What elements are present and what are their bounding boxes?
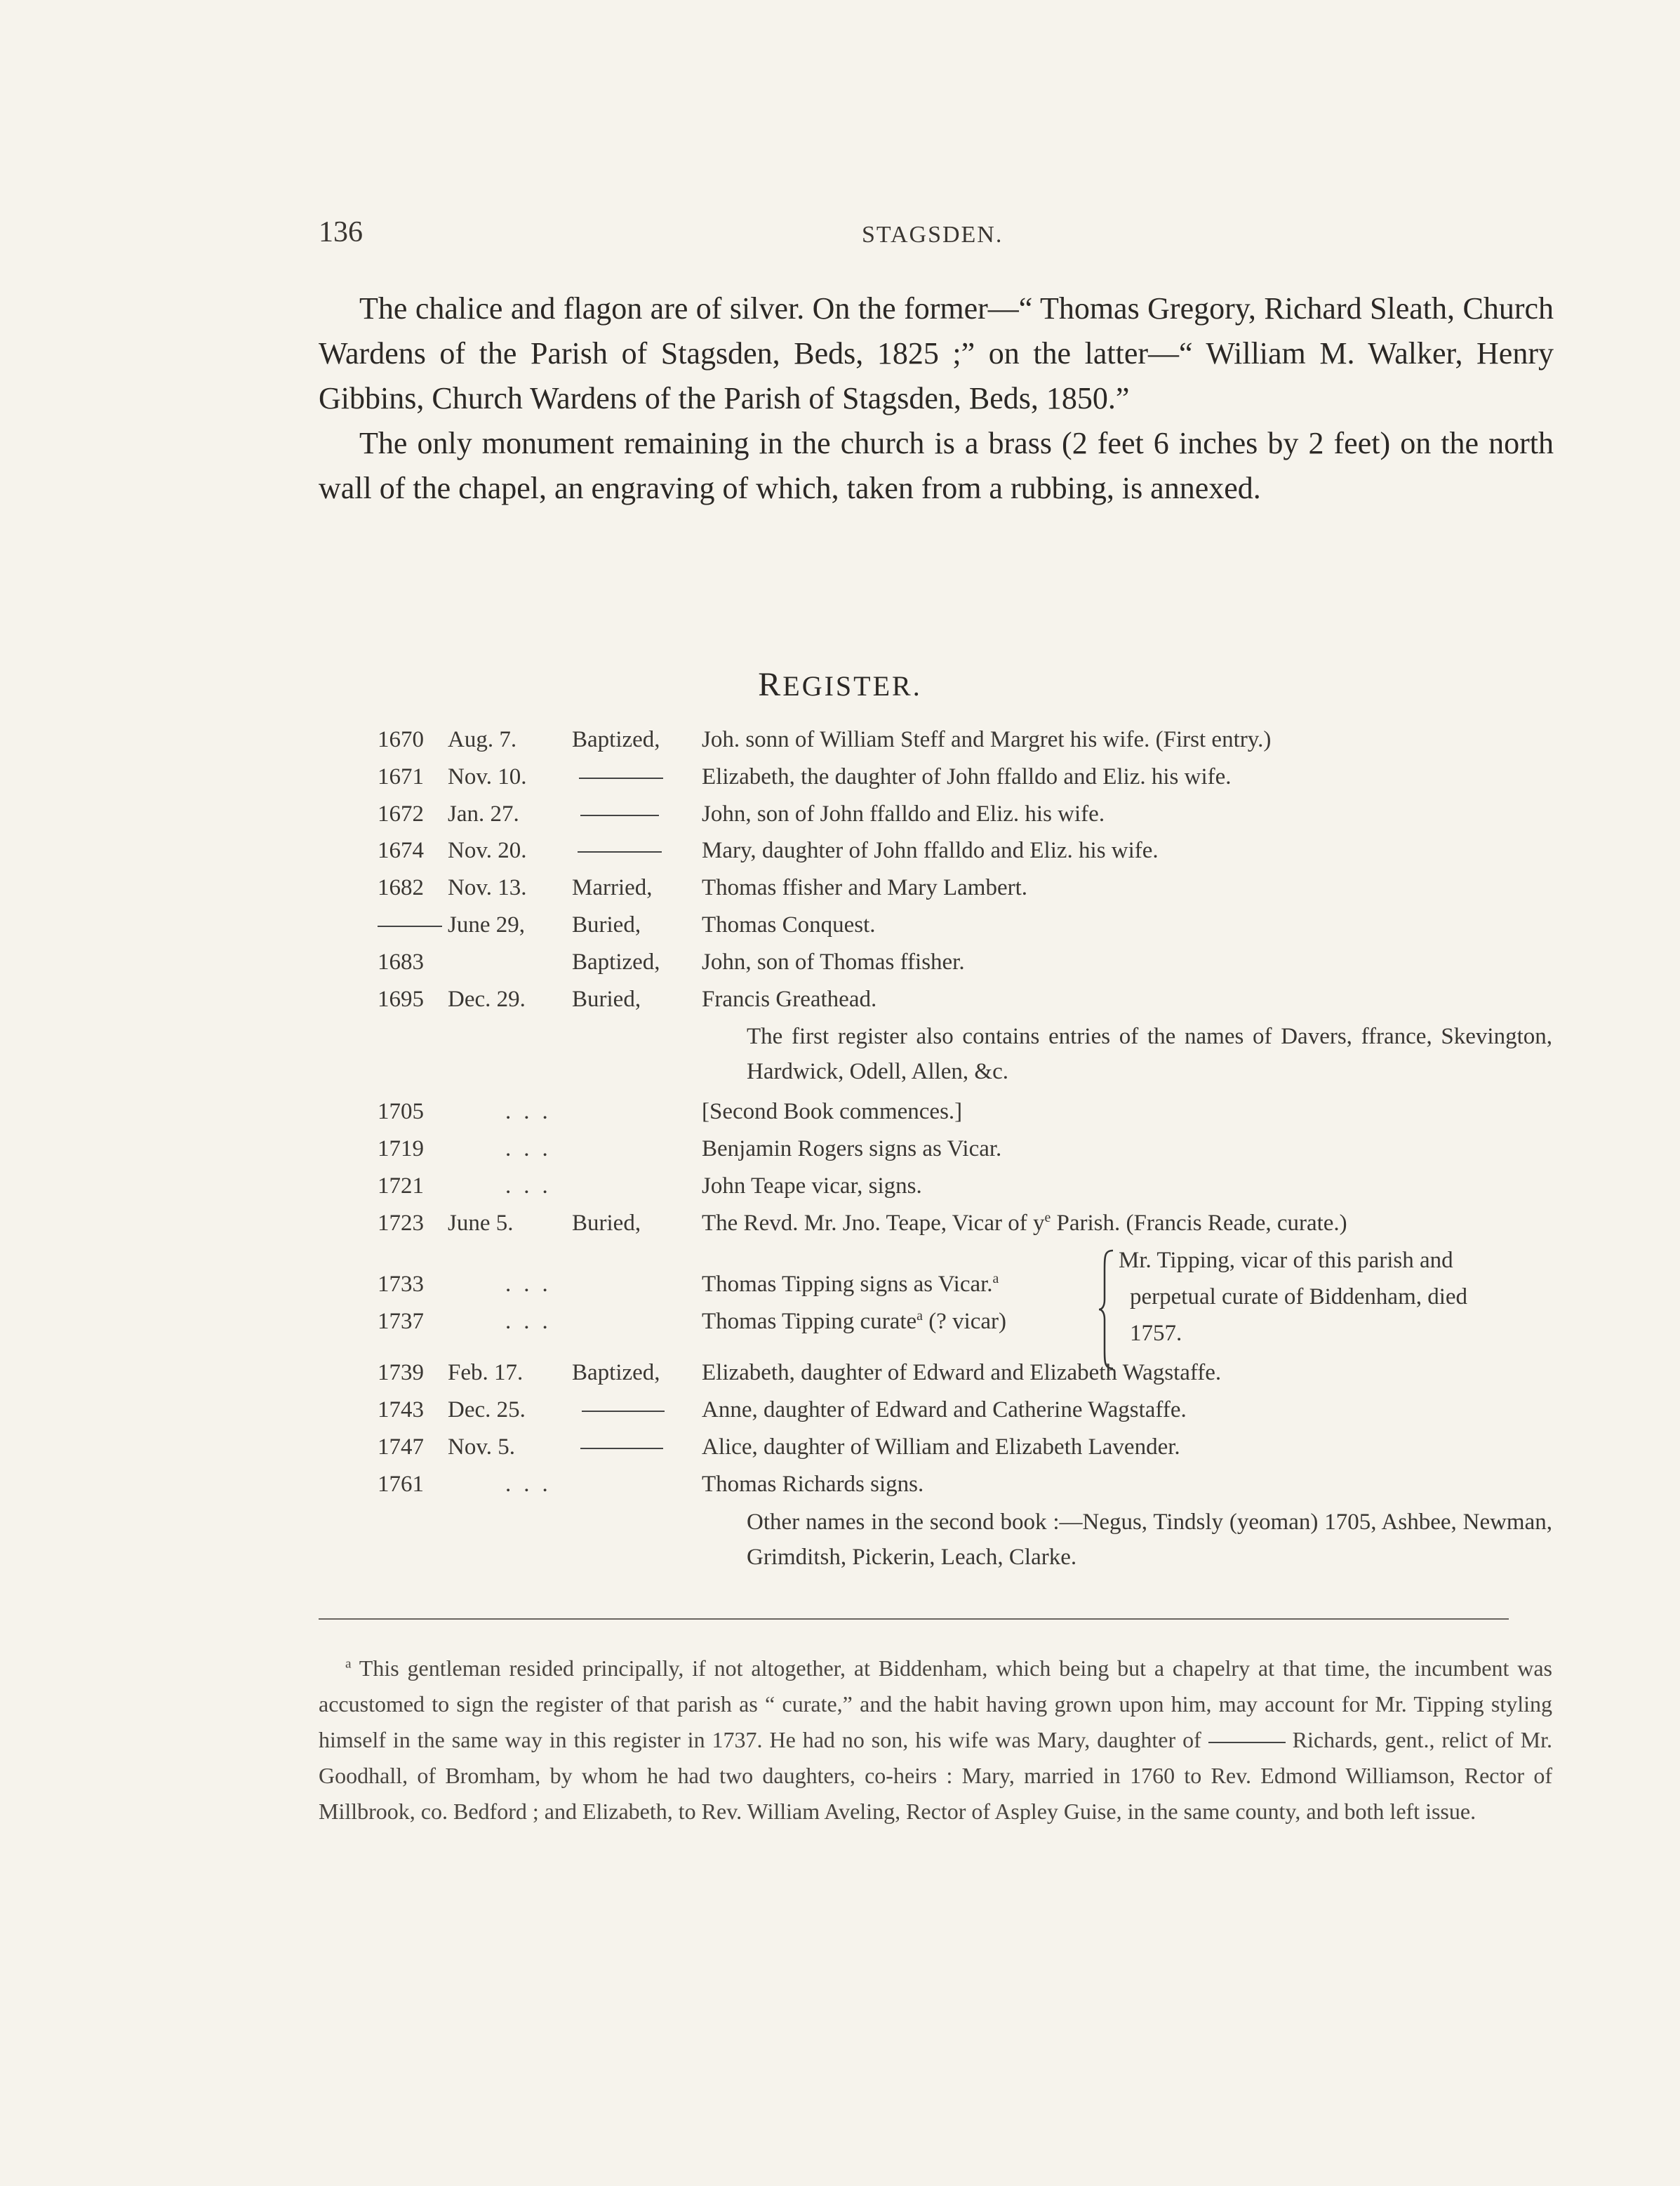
prose-block [319,286,1554,511]
entry-year: 1733 [378,1272,424,1297]
entry-text: Thomas ffisher and Mary Lambert. [702,875,1027,900]
entry-text: John, son of Thomas ffisher. [702,949,965,975]
ditto-dash [572,837,662,865]
entry-year: 1723 [378,1211,424,1236]
entry-dots [505,1135,561,1163]
entry-date: Dec. 29. [448,987,526,1012]
dots: ... [505,1309,561,1334]
entry-text: [Second Book commences.] [702,1099,963,1124]
entry-date: Dec. 25. [448,1397,526,1422]
paragraph-monument: The only monument remaining in the church is a brass (2 feet 6 inches by 2 feet) on the north wall of the chapel, an engraving of which, taken from a rubbing, is annexed. [319,426,1554,505]
entry-date: Jan. 27. [448,801,519,827]
entry-act: Baptized, [572,949,660,975]
entry-text-after: Parish. (Francis Reade, curate.) [1051,1211,1347,1236]
entry-act: Married, [572,875,653,900]
entry-date: Nov. 10. [448,764,527,789]
entry-date: June 5. [448,1211,514,1236]
page-number: 136 [319,216,363,248]
entry-date: Nov. 5. [448,1434,515,1460]
entry-text: Mary, daughter of John ffalldo and Eliz. his wife. [702,838,1159,863]
entry-text-main: Thomas Tipping signs as Vicar. [702,1272,993,1297]
footnote-ref: a [992,1271,999,1286]
entry-act: Buried, [572,912,641,938]
entry-year: 1761 [378,1472,424,1497]
entry-year: 1705 [378,1099,424,1124]
entry-text-main: Thomas Tipping curate [702,1309,917,1334]
entry-text: Elizabeth, the daughter of John ffalldo and Eliz. his wife. [702,764,1232,789]
paragraph-chalice: The chalice and flagon are of silver. On the former—“ Thomas Gregory, Richard Sleath, Church Wardens of the Parish of Stagsden, Beds, 1825 ;” on the latter—“ William M. Walker, Henry Gibbins, Church Wardens of the Parish of Stagsden, Beds, 1850.” [319,291,1554,415]
entry-text: Francis Greathead. [702,987,877,1012]
register-heading [0,665,1680,704]
tipping-note-line-3: 1757. [1130,1321,1182,1346]
entry-year: 1737 [378,1309,424,1334]
register-heading-initial: R [758,666,783,703]
dots: ... [505,1099,561,1124]
dots: ... [505,1173,561,1199]
entry-text: Thomas Richards signs. [702,1472,924,1497]
tipping-note-line-1: Mr. Tipping, vicar of this parish and [1119,1248,1453,1273]
footnote-text-after: Richards, gent., relict of Mr. Goodhall, of Bromham, by whom he had two daughters, co-heirs : Mary, married in 1760 to Rev. Edmond Williamson, Rector of Millbrook, co. Bedford ; and Elizabeth, to Rev. William Aveling, Rector of Aspley Guise, in the same county, and both left issue. [319,1727,1553,1824]
running-title: STAGSDEN. [862,222,1004,248]
tipping-note-line-2: perpetual curate of Biddenham, died [1130,1284,1468,1309]
footnote-dash [1208,1742,1286,1743]
entry-date: Feb. 17. [448,1360,524,1385]
entry-text [702,1307,1006,1335]
note-first-register: The first register also contains entries of the names of Davers, ffrance, Skevington, Hardwick, Odell, Allen, &c. [747,1024,1552,1084]
entry-year: 1683 [378,949,424,975]
curly-brace [1098,1249,1116,1370]
register-heading-rest: EGISTER. [782,670,922,702]
entry-text: Joh. sonn of William Steff and Margret his wife. (First entry.) [702,727,1272,752]
ditto-dash [572,1396,665,1424]
entry-act: Buried, [572,1211,641,1236]
entry-year: 1682 [378,875,424,900]
entry-text: John Teape vicar, signs. [702,1173,922,1199]
entry-text: Anne, daughter of Edward and Catherine Wagstaffe. [702,1397,1187,1422]
superscript: e [1044,1210,1051,1225]
entry-date: Nov. 20. [448,838,527,863]
entry-year: 1671 [378,764,424,789]
footnote-marker: a [345,1656,352,1672]
dots: ... [505,1136,561,1161]
entry-year: 1695 [378,987,424,1012]
ditto-dash [378,911,442,939]
footnote [319,1651,1552,1830]
entry-dots [505,1307,561,1335]
entry-text: Alice, daughter of William and Elizabeth Lavender. [702,1434,1180,1460]
entry-text [702,1270,999,1298]
entry-year: 1719 [378,1136,424,1161]
entry-date: Aug. 7. [448,727,517,752]
footnote-text-before: This gentleman resided principally, if not altogether, at Biddenham, which being but a chapelry at that time, the incumbent was accustomed to sign the register of that parish as “ curate,” and the habit having grown upon him, may account for Mr. Tipping styling himself in the same way in this register in 1737. He had no son, his wife was Mary, daughter of [319,1655,1553,1752]
note-second-book: Other names in the second book :—Negus, Tindsly (yeoman) 1705, Ashbee, Newman, Grimditsh, Pickerin, Leach, Clarke. [747,1509,1552,1570]
ditto-dash [572,800,659,828]
footnote-rule [319,1618,1509,1620]
entry-year: 1721 [378,1173,424,1199]
entry-dots [505,1470,561,1498]
entry-year: 1670 [378,727,424,752]
entry-text: John, son of John ffalldo and Eliz. his wife. [702,801,1105,827]
entry-text-after: (? vicar) [922,1309,1007,1334]
entry-year: 1739 [378,1360,424,1385]
entry-dots [505,1172,561,1200]
entry-year: 1674 [378,838,424,863]
footnote-paragraph [319,1651,1552,1830]
dots: ... [505,1272,561,1297]
entry-act: Buried, [572,987,641,1012]
ditto-dash [572,763,663,791]
entry-dots [505,1098,561,1126]
entry-text-main: The Revd. Mr. Jno. Teape, Vicar of y [702,1211,1045,1236]
entry-year: 1672 [378,801,424,827]
entry-year: 1747 [378,1434,424,1460]
entry-text: Elizabeth, daughter of Edward and Elizabeth Wagstaffe. [702,1360,1222,1385]
entry-text [702,1209,1347,1237]
ditto-dash [572,1433,663,1461]
entry-text: Thomas Conquest. [702,912,876,938]
entry-act: Baptized, [572,727,660,752]
entry-year: 1743 [378,1397,424,1422]
entry-date: June 29, [448,912,525,938]
entry-text: Benjamin Rogers signs as Vicar. [702,1136,1002,1161]
footnote-ref: a [916,1308,923,1324]
entry-act: Baptized, [572,1360,660,1385]
entry-date: Nov. 13. [448,875,527,900]
dots: ... [505,1472,561,1497]
entry-dots [505,1270,561,1298]
